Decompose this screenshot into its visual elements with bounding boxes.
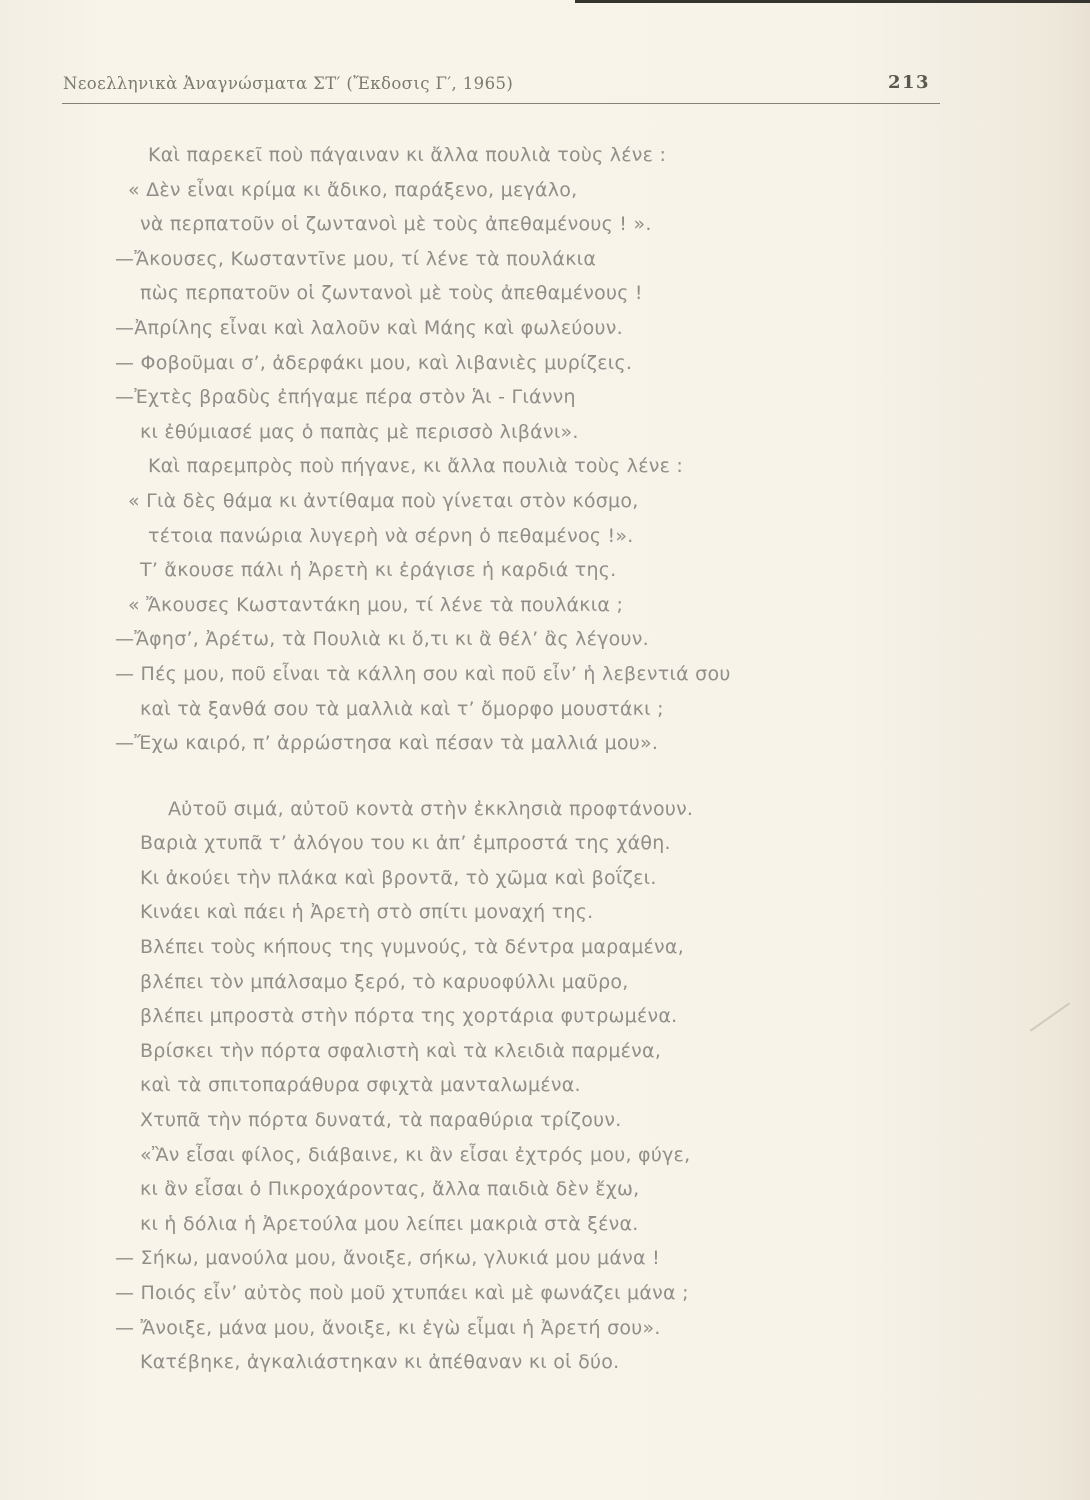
poem-line: κι ἂν εἶσαι ὁ Πικροχάροντας, ἄλλα παιδιὰ δὲν ἔχω, xyxy=(140,1178,640,1201)
poem-line: πὼς περπατοῦν οἱ ζωντανοὶ μὲ τοὺς ἀπεθαμένους ! xyxy=(140,282,643,305)
poem-line: — Φοβοῦμαι σ’, ἀδερφάκι μου, καὶ λιβανιὲς μυρίζεις. xyxy=(115,351,633,374)
page-header-title: Νεοελληνικὰ Ἀναγνώσματα ΣΤ′ (Ἔκδοσις Γ′, 1965) xyxy=(63,74,514,93)
poem-line: — Σήκω, μανούλα μου, ἄνοιξε, σήκω, γλυκιά μου μάνα ! xyxy=(115,1247,660,1270)
poem-line: κι ἡ δόλια ἡ Ἀρετούλα μου λείπει μακριὰ στὰ ξένα. xyxy=(140,1212,639,1235)
poem-line: Βρίσκει τὴν πόρτα σφαλιστὴ καὶ τὰ κλειδιὰ παρμένα, xyxy=(140,1039,662,1062)
scan-edge-artifact xyxy=(575,0,1090,3)
scan-mark-artifact xyxy=(1030,1002,1070,1031)
poem-line: —Ἄφησ’, Ἀρέτω, τὰ Πουλιὰ κι ὅ,τι κι ἂ θέλ’ ἂς λέγουν. xyxy=(115,628,649,651)
poem-line: Κατέβηκε, ἀγκαλιάστηκαν κι ἀπέθαναν κι οἱ δύο. xyxy=(140,1351,620,1374)
poem-line: —Ἀπρίλης εἶναι καὶ λαλοῦν καὶ Μάης καὶ φωλεύουν. xyxy=(115,316,623,339)
poem-line: καὶ τὰ σπιτοπαράθυρα σφιχτὰ μανταλωμένα. xyxy=(140,1074,581,1097)
poem-line: Κι ἀκούει τὴν πλάκα καὶ βροντᾶ, τὸ χῶμα καὶ βοΐζει. xyxy=(140,866,657,889)
poem-line: κι ἐθύμιασέ μας ὁ παπὰς μὲ περισσὸ λιβάνι». xyxy=(140,420,579,443)
poem-line: Βαριὰ χτυπᾶ τ’ ἀλόγου του κι ἀπ’ ἐμπροστά της χάθη. xyxy=(140,832,671,855)
poem-line: — Πές μου, ποῦ εἶναι τὰ κάλλη σου καὶ ποῦ εἶν’ ἡ λεβεντιά σου xyxy=(115,662,731,685)
poem-line: Βλέπει τοὺς κήπους της γυμνούς, τὰ δέντρα μαραμένα, xyxy=(140,936,684,959)
poem-line: νὰ περπατοῦν οἱ ζωντανοὶ μὲ τοὺς ἀπεθαμένους ! ». xyxy=(140,213,652,236)
poem-line: « Ἄκουσες Κωσταντάκη μου, τί λένε τὰ πουλάκια ; xyxy=(128,593,624,616)
poem-line: τέτοια πανώρια λυγερὴ νὰ σέρνη ὁ πεθαμένος !». xyxy=(148,524,634,547)
poem-line: —Ἐχτὲς βραδὺς ἐπήγαμε πέρα στὸν Ἁι - Γιάννη xyxy=(115,386,576,409)
poem-line: Καὶ παρεκεῖ ποὺ πάγαιναν κι ἄλλα πουλιὰ τοὺς λένε : xyxy=(148,144,667,166)
poem-line: Χτυπᾶ τὴν πόρτα δυνατά, τὰ παραθύρια τρίζουν. xyxy=(140,1109,622,1132)
poem-line: βλέπει τὸν μπάλσαμο ξερό, τὸ καρυοφύλλι μαῦρο, xyxy=(140,970,629,993)
poem xyxy=(115,138,1015,1380)
stanza xyxy=(115,138,1015,761)
poem-line: — Ποιός εἶν’ αὐτὸς ποὺ μοῦ χτυπάει καὶ μὲ φωνάζει μάνα ; xyxy=(115,1282,689,1304)
stanza xyxy=(115,792,1015,1380)
poem-line: —Ἄκουσες, Κωσταντῖνε μου, τί λένε τὰ πουλάκια xyxy=(115,247,597,270)
poem-line: Κινάει καὶ πάει ἡ Ἀρετὴ στὸ σπίτι μοναχή της. xyxy=(140,901,594,924)
poem-line: βλέπει μπροστὰ στὴν πόρτα της χορτάρια φυτρωμένα. xyxy=(140,1005,678,1028)
poem-line: Καὶ παρεμπρὸς ποὺ πήγανε, κι ἄλλα πουλιὰ τοὺς λένε : xyxy=(148,455,684,478)
poem-line: « Δὲν εἶναι κρίμα κι ἄδικο, παράξενο, μεγάλο, xyxy=(128,178,578,201)
poem-line: —Ἔχω καιρό, π’ ἀρρώστησα καὶ πέσαν τὰ μαλλιά μου». xyxy=(115,732,659,755)
poem-line: «Ἂν εἶσαι φίλος, διάβαινε, κι ἂν εἶσαι ἐχτρός μου, φύγε, xyxy=(140,1143,691,1166)
poem-line: καὶ τὰ ξανθά σου τὰ μαλλιὰ καὶ τ’ ὄμορφο μουστάκι ; xyxy=(140,697,664,720)
poem-line: Τ’ ἄκουσε πάλι ἡ Ἀρετὴ κι ἐράγισε ἡ καρδιά της. xyxy=(140,559,617,582)
poem-line: Αὐτοῦ σιμά, αὐτοῦ κοντὰ στὴν ἐκκλησιὰ προφτάνουν. xyxy=(168,797,694,820)
poem-line: — Ἄνοιξε, μάνα μου, ἄνοιξε, κι ἐγὼ εἶμαι ἡ Ἀρετή σου». xyxy=(115,1316,661,1339)
page-number: 213 xyxy=(888,72,931,93)
poem-line: « Γιὰ δὲς θάμα κι ἀντίθαμα ποὺ γίνεται στὸν κόσμο, xyxy=(128,489,639,512)
header-rule xyxy=(62,103,940,104)
